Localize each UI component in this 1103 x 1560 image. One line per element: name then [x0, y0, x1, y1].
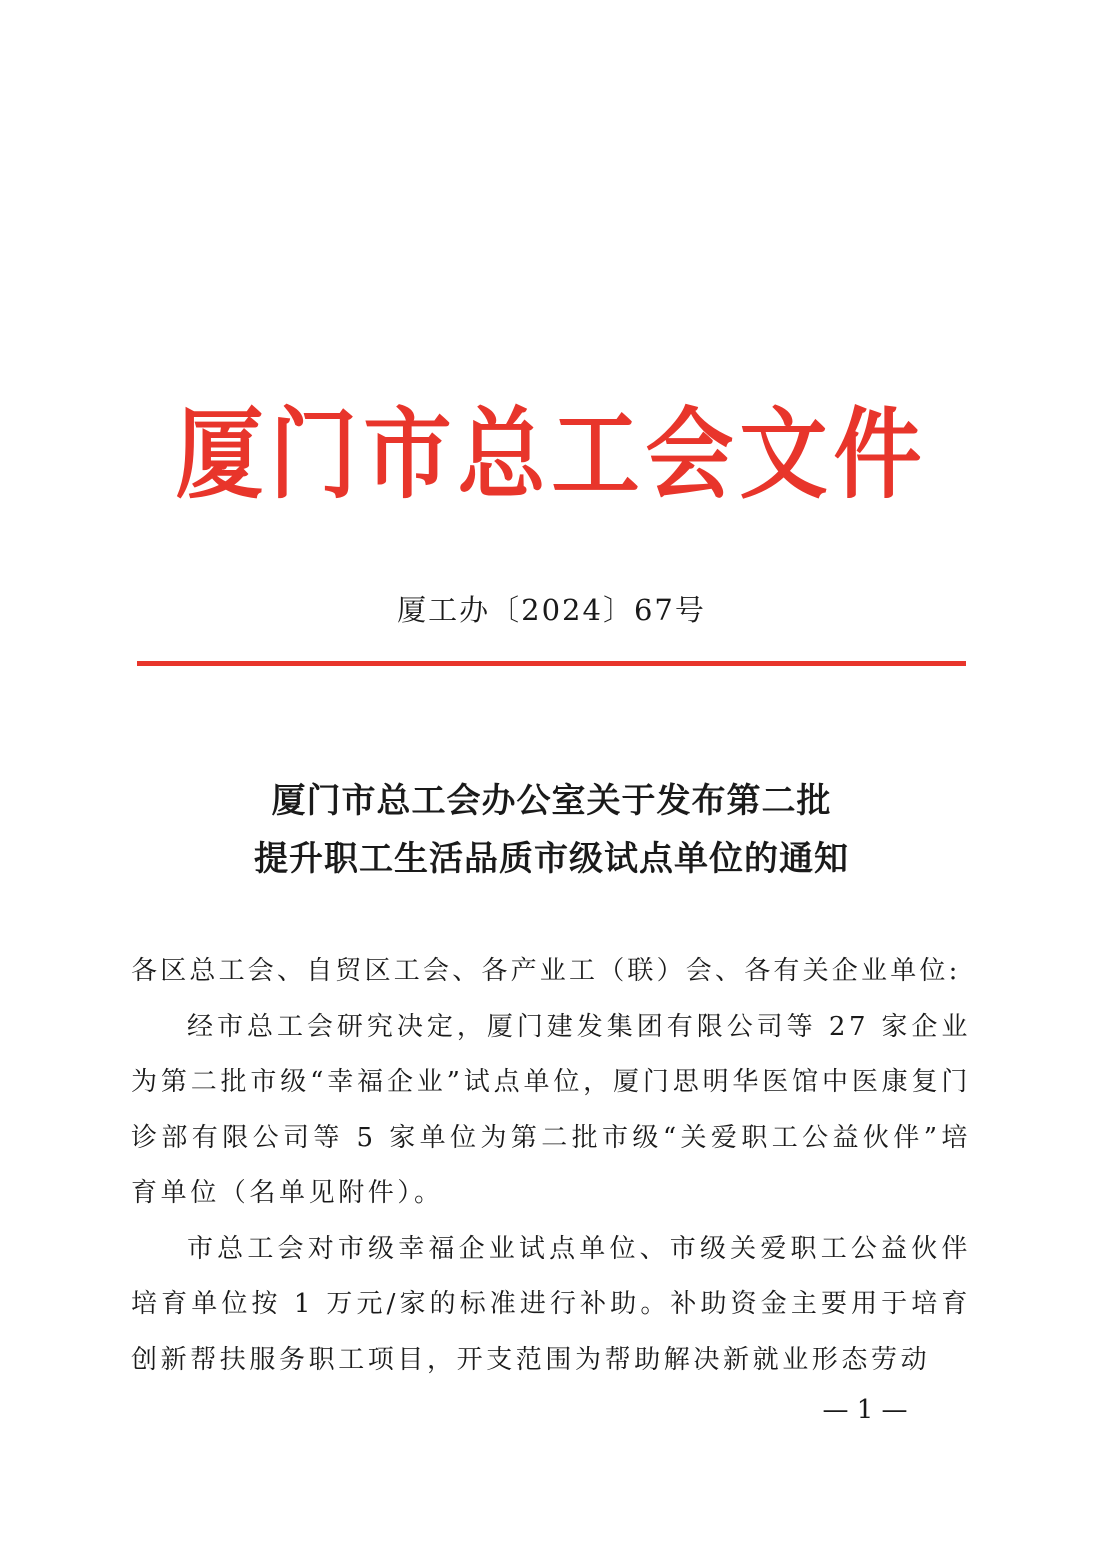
salutation: 各区总工会、自贸区工会、各产业工（联）会、各有关企业单位: [131, 956, 961, 986]
notice-title-line-1: 厦门市总工会办公室关于发布第二批 [271, 781, 832, 821]
body-paragraph-1: 经市总工会研究决定，厦门建发集团有限公司等 27 家企业为第二批市级“幸福企业”试点单位，厦门思明华医馆中医康复门诊部有限公司等 5 家单位为第二批市级“关爱职工公益伙伴”培育单位（名单见附件）。 [131, 1011, 971, 1208]
notice-title-line-2: 提升职工生活品质市级试点单位的通知 [254, 839, 849, 879]
page-number: — 1 — [822, 1395, 908, 1425]
notice-body [131, 944, 971, 1388]
body-paragraph-2: 市总工会对市级幸福企业试点单位、市级关爱职工公益伙伴培育单位按 1 万元/家的标准进行补助。补助资金主要用于培育创新帮扶服务职工项目，开支范围为帮助解决新就业形态劳动 [131, 1233, 971, 1375]
document-masthead: 厦门市总工会文件 [175, 396, 928, 513]
document-number: 厦工办〔2024〕67号 [397, 593, 706, 627]
red-divider-line [137, 661, 966, 666]
notice-title [0, 772, 1103, 888]
